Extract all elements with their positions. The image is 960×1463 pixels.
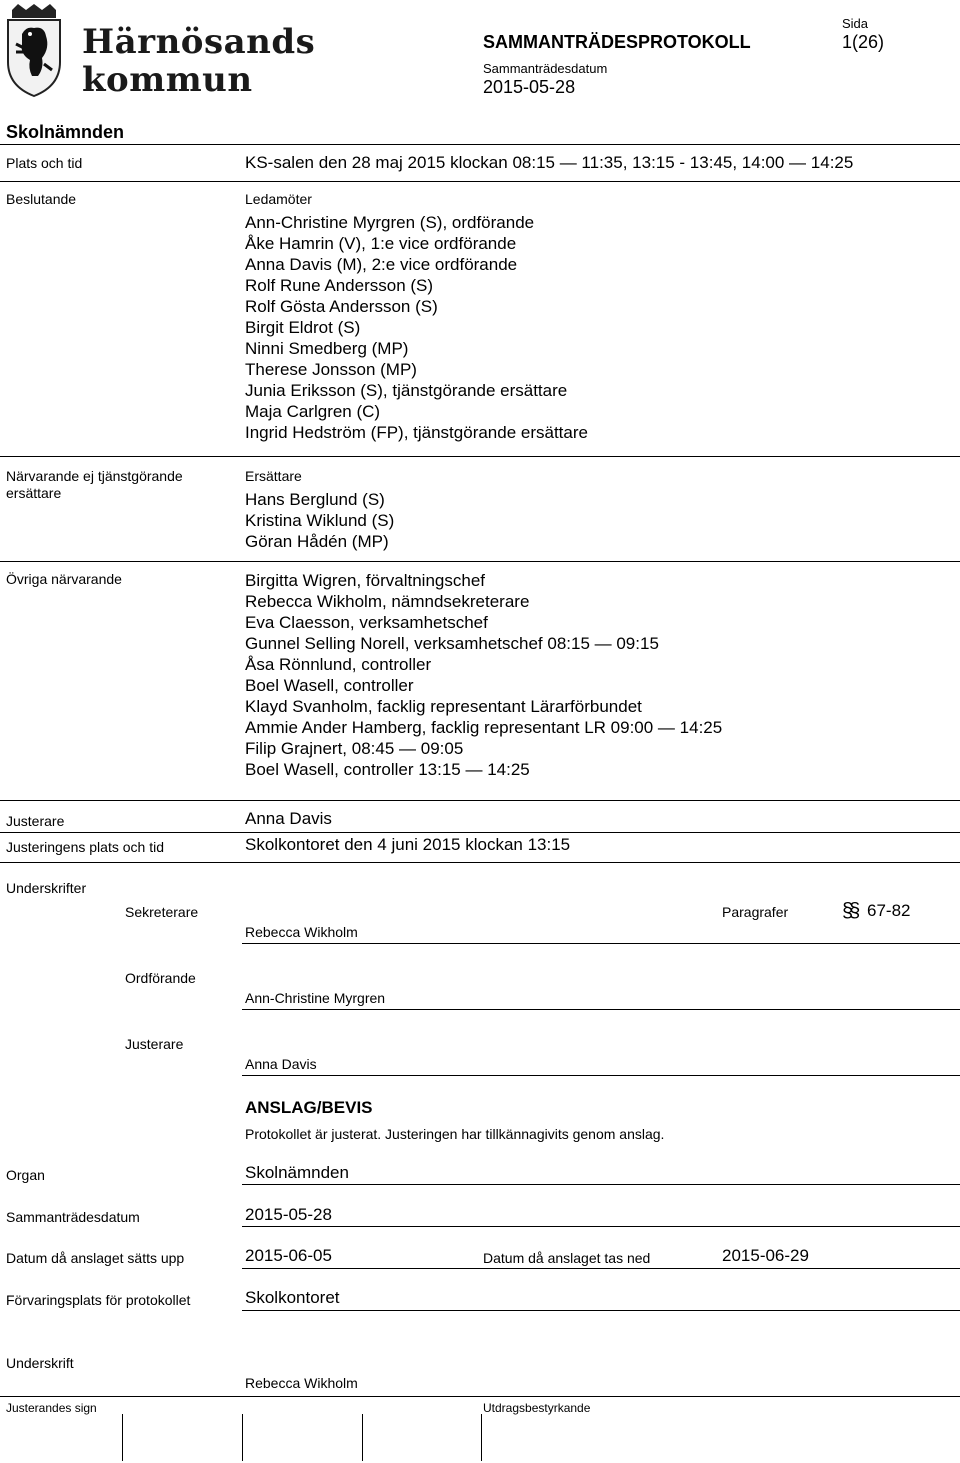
list-item: Kristina Wiklund (S) bbox=[245, 511, 395, 530]
list-item: Ingrid Hedström (FP), tjänstgörande ersättare bbox=[245, 423, 588, 442]
underskrifter-label: Underskrifter bbox=[6, 880, 87, 896]
list-item: Ninni Smedberg (MP) bbox=[245, 339, 409, 358]
divider bbox=[0, 832, 960, 833]
ordforande-label: Ordförande bbox=[125, 970, 196, 986]
anslag-upp-label: Datum då anslaget sätts upp bbox=[6, 1250, 185, 1266]
justering-value: Skolkontoret den 4 juni 2015 klockan 13:15 bbox=[245, 835, 571, 854]
beslutande-label: Beslutande bbox=[6, 191, 77, 207]
list-item: Junia Eriksson (S), tjänstgörande ersättare bbox=[245, 381, 568, 400]
organ-label: Organ bbox=[6, 1167, 45, 1183]
list-item: Hans Berglund (S) bbox=[245, 490, 385, 509]
sign-box-divider bbox=[481, 1414, 482, 1461]
paragraph-symbol-icon: §§ bbox=[842, 900, 857, 922]
list-item: Rebecca Wikholm, nämndsekreterare bbox=[245, 592, 530, 611]
utdrag-label: Utdragsbestyrkande bbox=[483, 1401, 591, 1415]
anslag-datum-value: 2015-05-28 bbox=[245, 1205, 332, 1224]
page-number: 1(26) bbox=[842, 32, 885, 52]
anslag-text: Protokollet är justerat. Justeringen har tillkännagivits genom anslag. bbox=[245, 1126, 665, 1142]
sign-label: Justerandes sign bbox=[6, 1401, 97, 1415]
list-item: Rolf Rune Andersson (S) bbox=[245, 276, 434, 295]
signature-line bbox=[242, 943, 960, 944]
sekreterare-name: Rebecca Wikholm bbox=[245, 924, 358, 940]
list-item: Birgitta Wigren, förvaltningschef bbox=[245, 571, 485, 590]
divider bbox=[0, 561, 960, 562]
ledamoter-heading: Ledamöter bbox=[245, 191, 312, 207]
anslag-upp-value: 2015-06-05 bbox=[245, 1246, 332, 1265]
forvaring-value: Skolkontoret bbox=[245, 1288, 340, 1307]
ersattare-heading: Ersättare bbox=[245, 468, 302, 484]
divider bbox=[242, 1310, 960, 1311]
list-item: Ann-Christine Myrgren (S), ordförande bbox=[245, 213, 535, 232]
list-item: Therese Jonsson (MP) bbox=[245, 360, 417, 379]
sekreterare-label: Sekreterare bbox=[125, 904, 199, 920]
anslag-ned-label: Datum då anslaget tas ned bbox=[483, 1250, 651, 1266]
meeting-date: 2015-05-28 bbox=[483, 77, 576, 97]
paragrafer-value: 67-82 bbox=[867, 901, 911, 920]
justerare-sign-label: Justerare bbox=[125, 1036, 184, 1052]
list-item: Anna Davis (M), 2:e vice ordförande bbox=[245, 255, 518, 274]
ovriga-label: Övriga närvarande bbox=[6, 571, 122, 587]
list-item: Rolf Gösta Andersson (S) bbox=[245, 297, 438, 316]
list-item: Ammie Ander Hamberg, facklig representant LR 09:00 — 14:25 bbox=[245, 718, 723, 737]
narvarande-label-2: ersättare bbox=[6, 485, 62, 501]
anslag-datum-label: Sammanträdesdatum bbox=[6, 1209, 140, 1225]
paragrafer-label: Paragrafer bbox=[722, 904, 789, 920]
list-item: Boel Wasell, controller 13:15 — 14:25 bbox=[245, 760, 530, 779]
divider bbox=[0, 181, 960, 182]
ordforande-name: Ann-Christine Myrgren bbox=[245, 990, 386, 1006]
page-label: Sida bbox=[842, 16, 869, 31]
list-item: Göran Hådén (MP) bbox=[245, 532, 389, 551]
list-item: Åsa Rönnlund, controller bbox=[245, 655, 432, 674]
list-item: Gunnel Selling Norell, verksamhetschef 08:15 — 09:15 bbox=[245, 634, 659, 653]
list-item: Boel Wasell, controller bbox=[245, 676, 414, 695]
document-title: SAMMANTRÄDESPROTOKOLL bbox=[483, 32, 751, 52]
sign-box-divider bbox=[122, 1414, 123, 1461]
meeting-date-label: Sammanträdesdatum bbox=[483, 61, 608, 76]
divider bbox=[242, 1184, 960, 1185]
divider bbox=[242, 1226, 960, 1227]
anslag-title: ANSLAG/BEVIS bbox=[245, 1098, 373, 1117]
logo-line-2: kommun bbox=[82, 60, 253, 100]
underskrift-label: Underskrift bbox=[6, 1355, 74, 1371]
organ-value: Skolnämnden bbox=[245, 1163, 349, 1182]
place-label: Plats och tid bbox=[6, 155, 83, 171]
ledamoter-list bbox=[245, 212, 588, 443]
list-item: Eva Claesson, verksamhetschef bbox=[245, 613, 488, 632]
footer-divider bbox=[0, 1396, 960, 1397]
divider bbox=[242, 1268, 960, 1269]
list-item: Maja Carlgren (C) bbox=[245, 402, 381, 421]
sign-box-divider bbox=[362, 1414, 363, 1461]
forvaring-label: Förvaringsplats för protokollet bbox=[6, 1292, 191, 1308]
divider bbox=[0, 800, 960, 801]
justerare-label: Justerare bbox=[6, 813, 65, 829]
divider bbox=[0, 862, 960, 863]
coat-of-arms-icon bbox=[4, 4, 64, 98]
divider bbox=[0, 456, 960, 457]
list-item: Filip Grajnert, 08:45 — 09:05 bbox=[245, 739, 464, 758]
justerare-sign-name: Anna Davis bbox=[245, 1056, 317, 1072]
anslag-ned-value: 2015-06-29 bbox=[722, 1246, 809, 1265]
logo-line-1: Härnösands bbox=[82, 22, 316, 62]
list-item: Åke Hamrin (V), 1:e vice ordförande bbox=[245, 234, 517, 253]
divider bbox=[0, 144, 960, 145]
justerare-value: Anna Davis bbox=[245, 809, 332, 828]
list-item: Birgit Eldrot (S) bbox=[245, 318, 361, 337]
justering-label: Justeringens plats och tid bbox=[6, 839, 164, 855]
municipality-logo bbox=[4, 4, 316, 100]
ersattare-list bbox=[245, 489, 394, 552]
sign-box-divider bbox=[242, 1414, 243, 1461]
signature-line bbox=[242, 1009, 960, 1010]
list-item: Klayd Svanholm, facklig representant Lärarförbundet bbox=[245, 697, 642, 716]
narvarande-label-1: Närvarande ej tjänstgörande bbox=[6, 468, 183, 484]
ovriga-list bbox=[245, 570, 722, 780]
underskrift-name: Rebecca Wikholm bbox=[245, 1375, 358, 1391]
signature-line bbox=[242, 1075, 960, 1076]
committee-title: Skolnämnden bbox=[6, 122, 125, 142]
place-value: KS-salen den 28 maj 2015 klockan 08:15 — 11:35, 13:15 - 13:45, 14:00 — 14:25 bbox=[245, 153, 854, 172]
